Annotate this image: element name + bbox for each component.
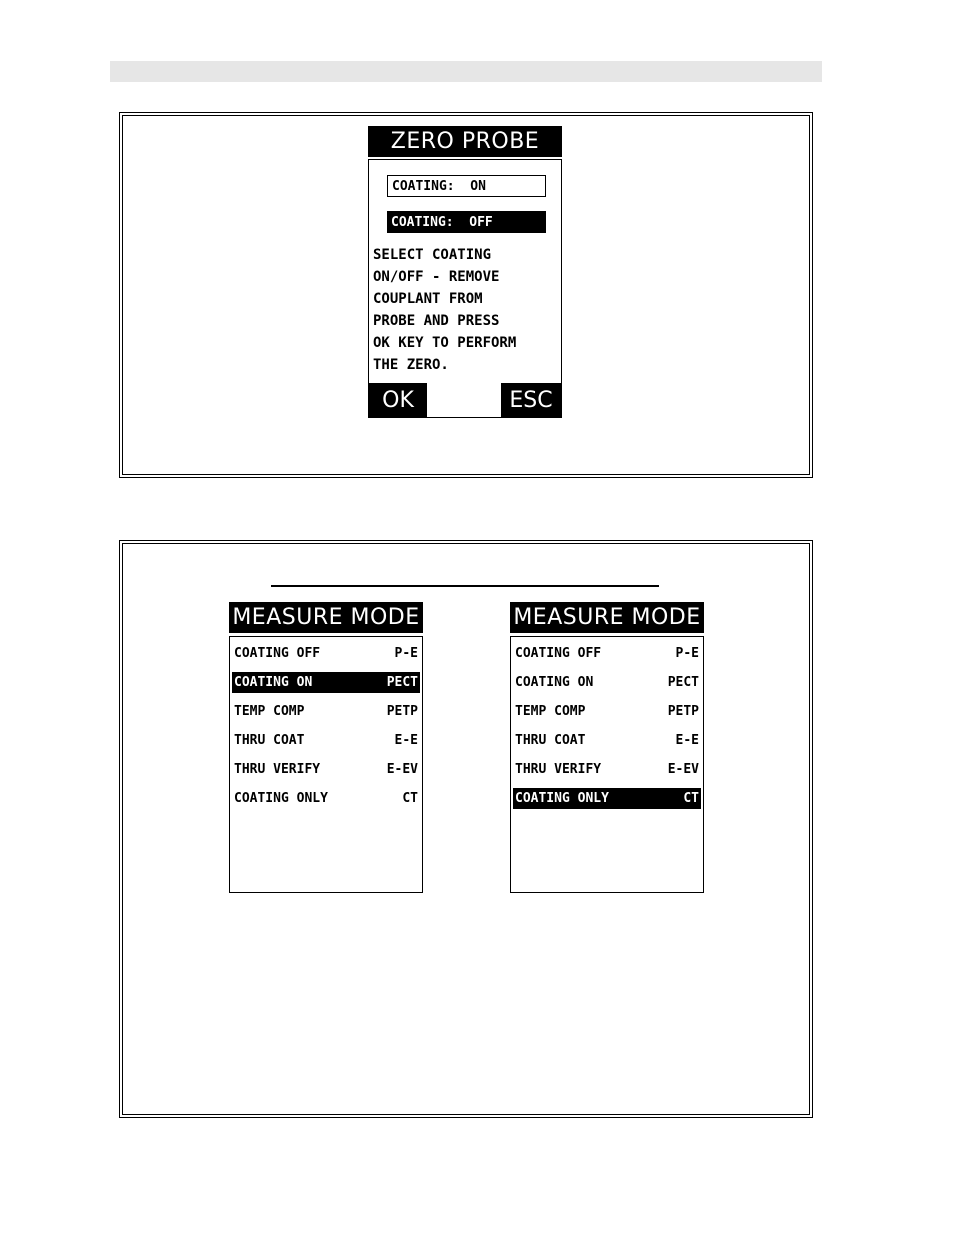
- measure-mode-item-code: E-E: [394, 733, 418, 748]
- measure-mode-item-label: THRU VERIFY: [234, 762, 321, 777]
- instruction-line: COUPLANT FROM: [373, 291, 483, 307]
- measure-mode-item-label: COATING ON: [515, 675, 594, 690]
- measure-mode-figure-frame: [119, 540, 813, 1118]
- coating-on-option[interactable]: COATING: ON: [387, 175, 546, 197]
- instruction-line: PROBE AND PRESS: [373, 313, 500, 329]
- measure-mode-item[interactable]: [513, 701, 701, 722]
- measure-mode-item-code: PECT: [667, 675, 699, 690]
- measure-mode-item-label: THRU COAT: [515, 733, 586, 748]
- measure-mode-item-code: PETP: [386, 704, 418, 719]
- instruction-line: THE ZERO.: [373, 357, 449, 373]
- ok-softkey[interactable]: OK: [369, 383, 427, 417]
- measure-mode-item-label: TEMP COMP: [515, 704, 586, 719]
- measure-mode-item-code: CT: [683, 791, 699, 806]
- measure-mode-item-code: E-EV: [386, 762, 418, 777]
- measure-mode-item-label: COATING ONLY: [234, 791, 328, 806]
- measure-mode-item[interactable]: [513, 672, 701, 693]
- measure-mode-item[interactable]: [232, 730, 420, 751]
- measure-mode-item-label: COATING ONLY: [515, 791, 609, 806]
- measure-mode-item-label: COATING ON: [234, 675, 313, 690]
- measure-mode-title-right: MEASURE MODE: [510, 602, 704, 633]
- instruction-line: ON/OFF - REMOVE: [373, 269, 500, 285]
- measure-mode-item-label: THRU VERIFY: [515, 762, 602, 777]
- instruction-line: SELECT COATING: [373, 247, 492, 263]
- measure-mode-item-label: TEMP COMP: [234, 704, 305, 719]
- coating-off-option-selected[interactable]: COATING: OFF: [387, 211, 546, 233]
- figure-caption-rule: [271, 585, 659, 587]
- measure-mode-title-left: MEASURE MODE: [229, 602, 423, 633]
- page-header-bar: [110, 61, 822, 82]
- measure-mode-item-label: THRU COAT: [234, 733, 305, 748]
- measure-mode-item[interactable]: [513, 759, 701, 780]
- zero-probe-title: ZERO PROBE: [368, 126, 562, 157]
- measure-mode-screen-left: [229, 636, 423, 893]
- measure-mode-item-code: E-E: [675, 733, 699, 748]
- measure-mode-screen-right: [510, 636, 704, 893]
- measure-mode-item-code: CT: [402, 791, 418, 806]
- measure-mode-item[interactable]: [232, 788, 420, 809]
- esc-softkey[interactable]: ESC: [501, 383, 561, 417]
- measure-mode-item[interactable]: [513, 643, 701, 664]
- measure-mode-item[interactable]: [232, 701, 420, 722]
- measure-mode-item-code: P-E: [394, 646, 418, 661]
- zero-probe-screen: [368, 159, 562, 418]
- measure-mode-item-code: PETP: [667, 704, 699, 719]
- measure-mode-item-label: COATING OFF: [515, 646, 602, 661]
- measure-mode-item-code: P-E: [675, 646, 699, 661]
- measure-mode-item[interactable]: [513, 788, 701, 809]
- measure-mode-item[interactable]: [232, 759, 420, 780]
- measure-mode-item[interactable]: [513, 730, 701, 751]
- measure-mode-item[interactable]: [232, 672, 420, 693]
- instruction-line: OK KEY TO PERFORM: [373, 335, 517, 351]
- zero-probe-instructions: [373, 244, 558, 376]
- measure-mode-item-code: PECT: [386, 675, 418, 690]
- measure-mode-item-label: COATING OFF: [234, 646, 321, 661]
- measure-mode-item[interactable]: [232, 643, 420, 664]
- measure-mode-item-code: E-EV: [667, 762, 699, 777]
